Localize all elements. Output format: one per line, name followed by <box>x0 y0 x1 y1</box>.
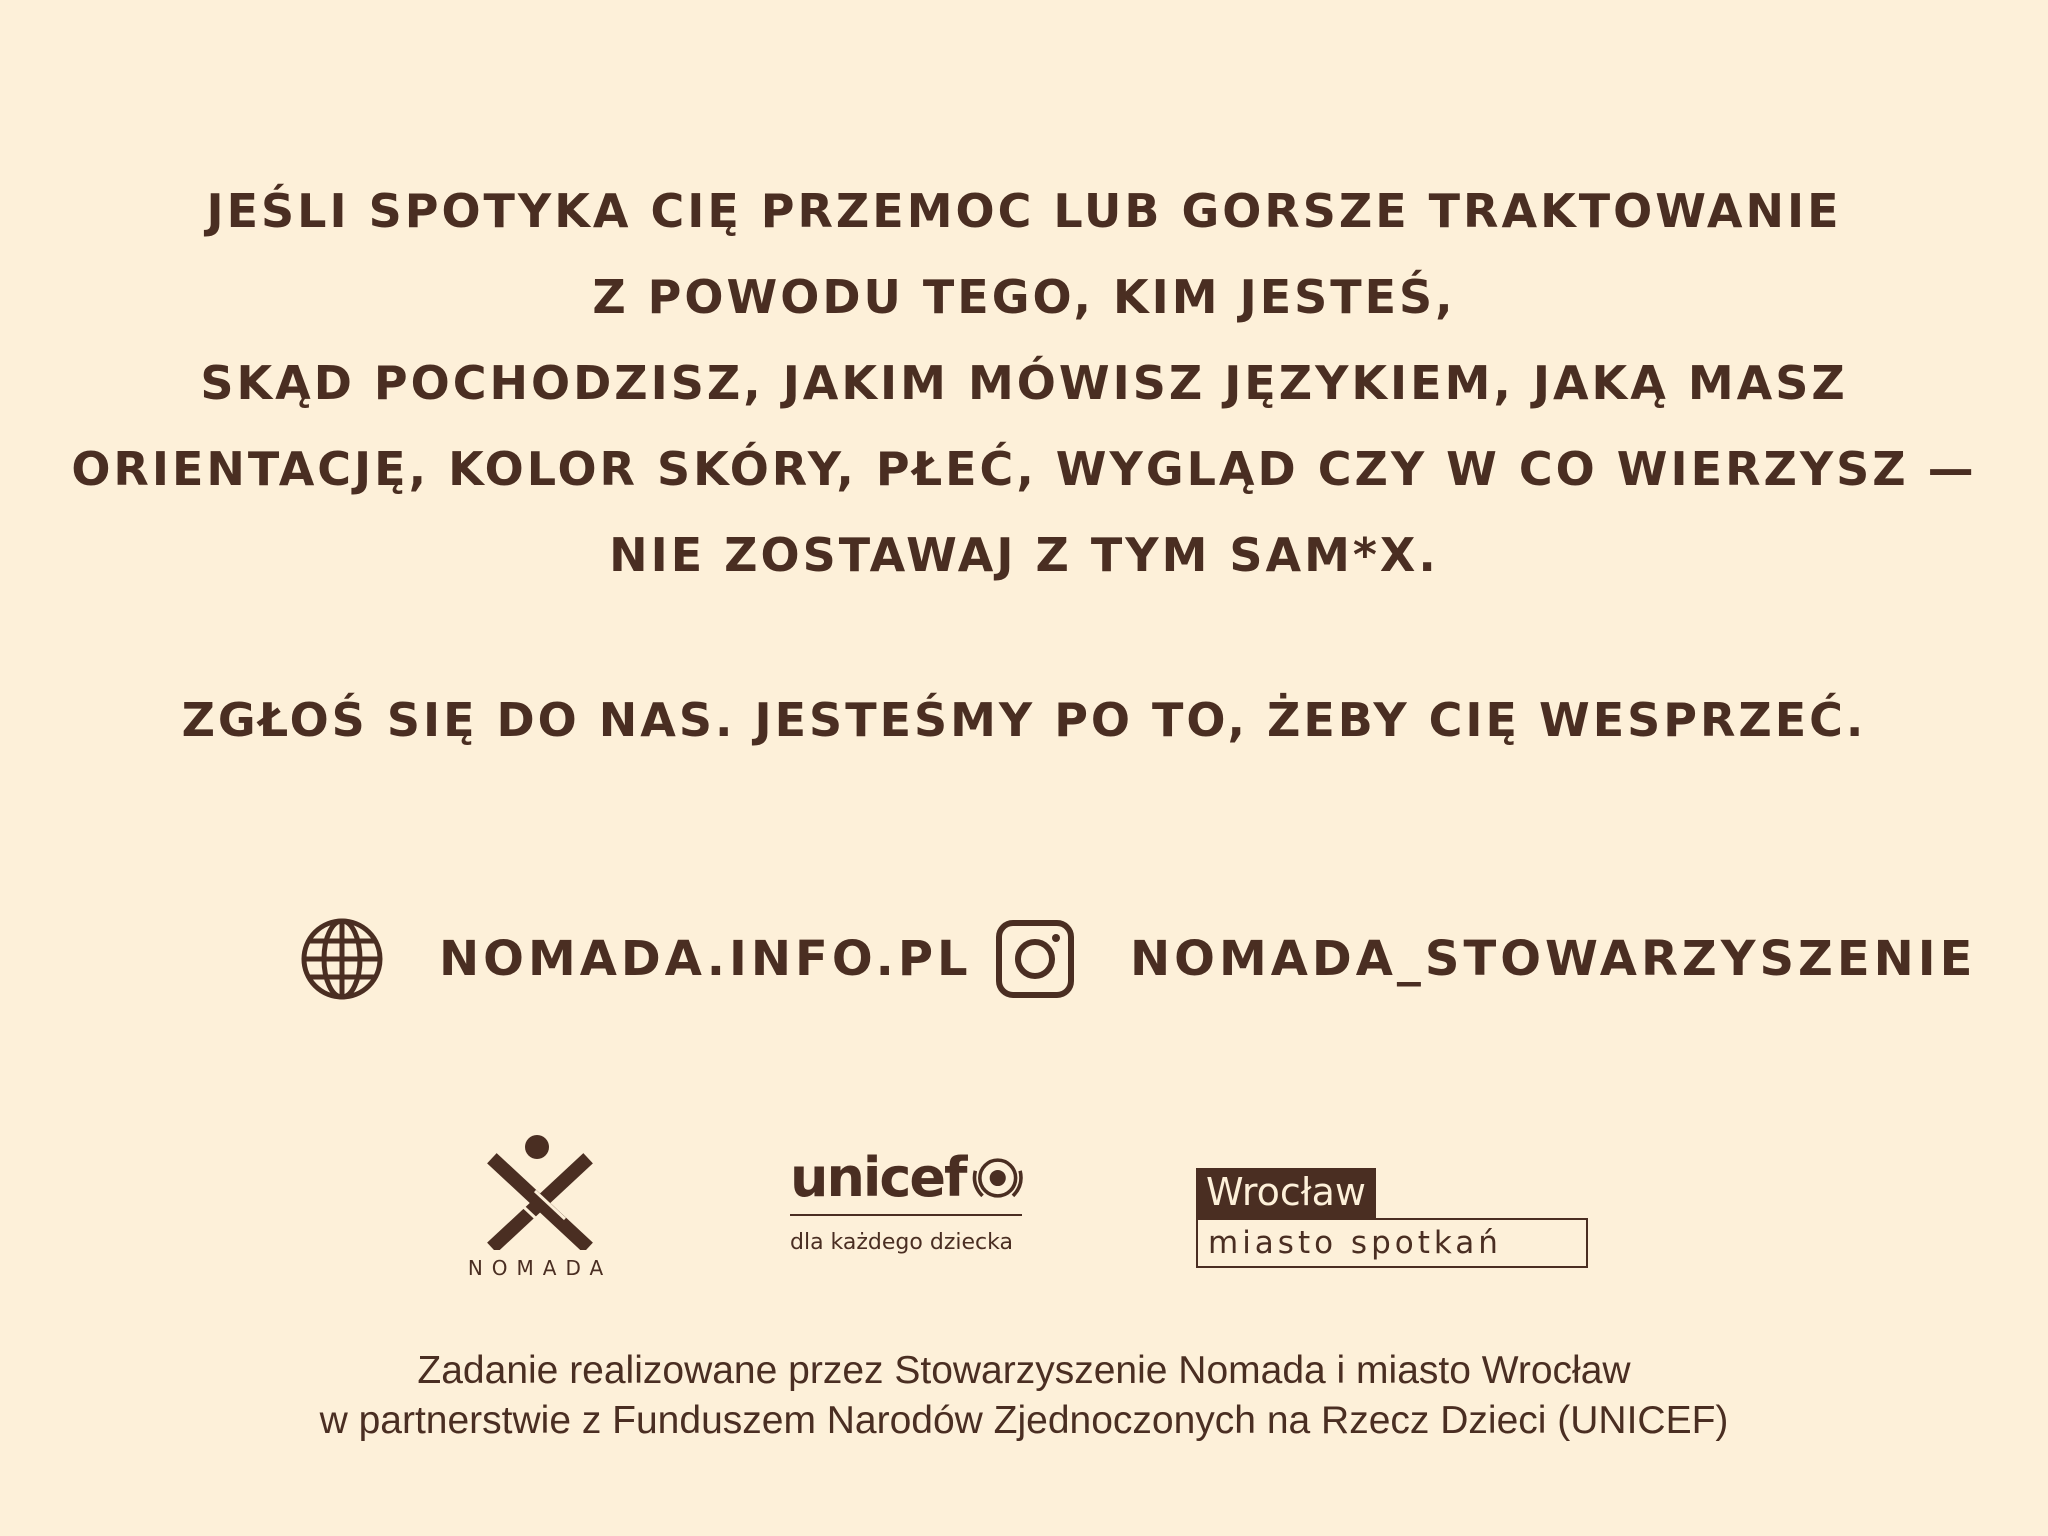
nomada-wordmark: NOMADA <box>467 1256 613 1280</box>
unicef-logo <box>790 1146 1025 1255</box>
website-contact[interactable] <box>300 917 972 1001</box>
call-to-action: ZGŁOŚ SIĘ DO NAS. JESTEŚMY PO TO, ŻEBY CIĘ WESPRZEĆ. <box>181 693 1867 747</box>
unicef-wordmark: unicef <box>790 1146 966 1209</box>
instagram-contact[interactable] <box>995 917 1976 1001</box>
wroclaw-wordmark: Wrocław <box>1196 1168 1376 1218</box>
footer-line: w partnerstwie z Funduszem Narodów Zjednoczonych na Rzecz Dzieci (UNICEF) <box>319 1399 1729 1442</box>
message-line: ORIENTACJĘ, KOLOR SKÓRY, PŁEĆ, WYGLĄD CZY W CO WIERZYSZ — <box>71 442 1977 496</box>
nomada-figure-icon <box>485 1135 595 1250</box>
unicef-tagline: dla każdego dziecka <box>790 1230 1013 1255</box>
message-line: SKĄD POCHODZISZ, JAKIM MÓWISZ JĘZYKIEM, JAKĄ MASZ <box>200 356 1848 410</box>
wroclaw-tagline: miasto spotkań <box>1196 1218 1588 1268</box>
unicef-emblem-icon <box>970 1150 1025 1206</box>
message-line: NIE ZOSTAWAJ Z TYM SAM*X. <box>609 528 1439 582</box>
main-message <box>0 168 2048 598</box>
footer-credits <box>0 1346 2048 1446</box>
globe-icon <box>300 917 384 1001</box>
message-line: Z POWODU TEGO, KIM JESTEŚ, <box>592 270 1456 324</box>
footer-line: Zadanie realizowane przez Stowarzyszenie Nomada i miasto Wrocław <box>417 1349 1631 1392</box>
instagram-icon <box>995 919 1075 999</box>
message-line: JEŚLI SPOTYKA CIĘ PRZEMOC LUB GORSZE TRAKTOWANIE <box>206 184 1842 238</box>
instagram-handle[interactable]: NOMADA_STOWARZYSZENIE <box>1130 931 1977 987</box>
wroclaw-logo <box>1196 1168 1588 1268</box>
unicef-divider <box>790 1214 1022 1216</box>
nomada-logo <box>455 1135 625 1295</box>
partner-logos <box>0 1130 2048 1300</box>
website-link[interactable]: NOMADA.INFO.PL <box>439 931 972 987</box>
